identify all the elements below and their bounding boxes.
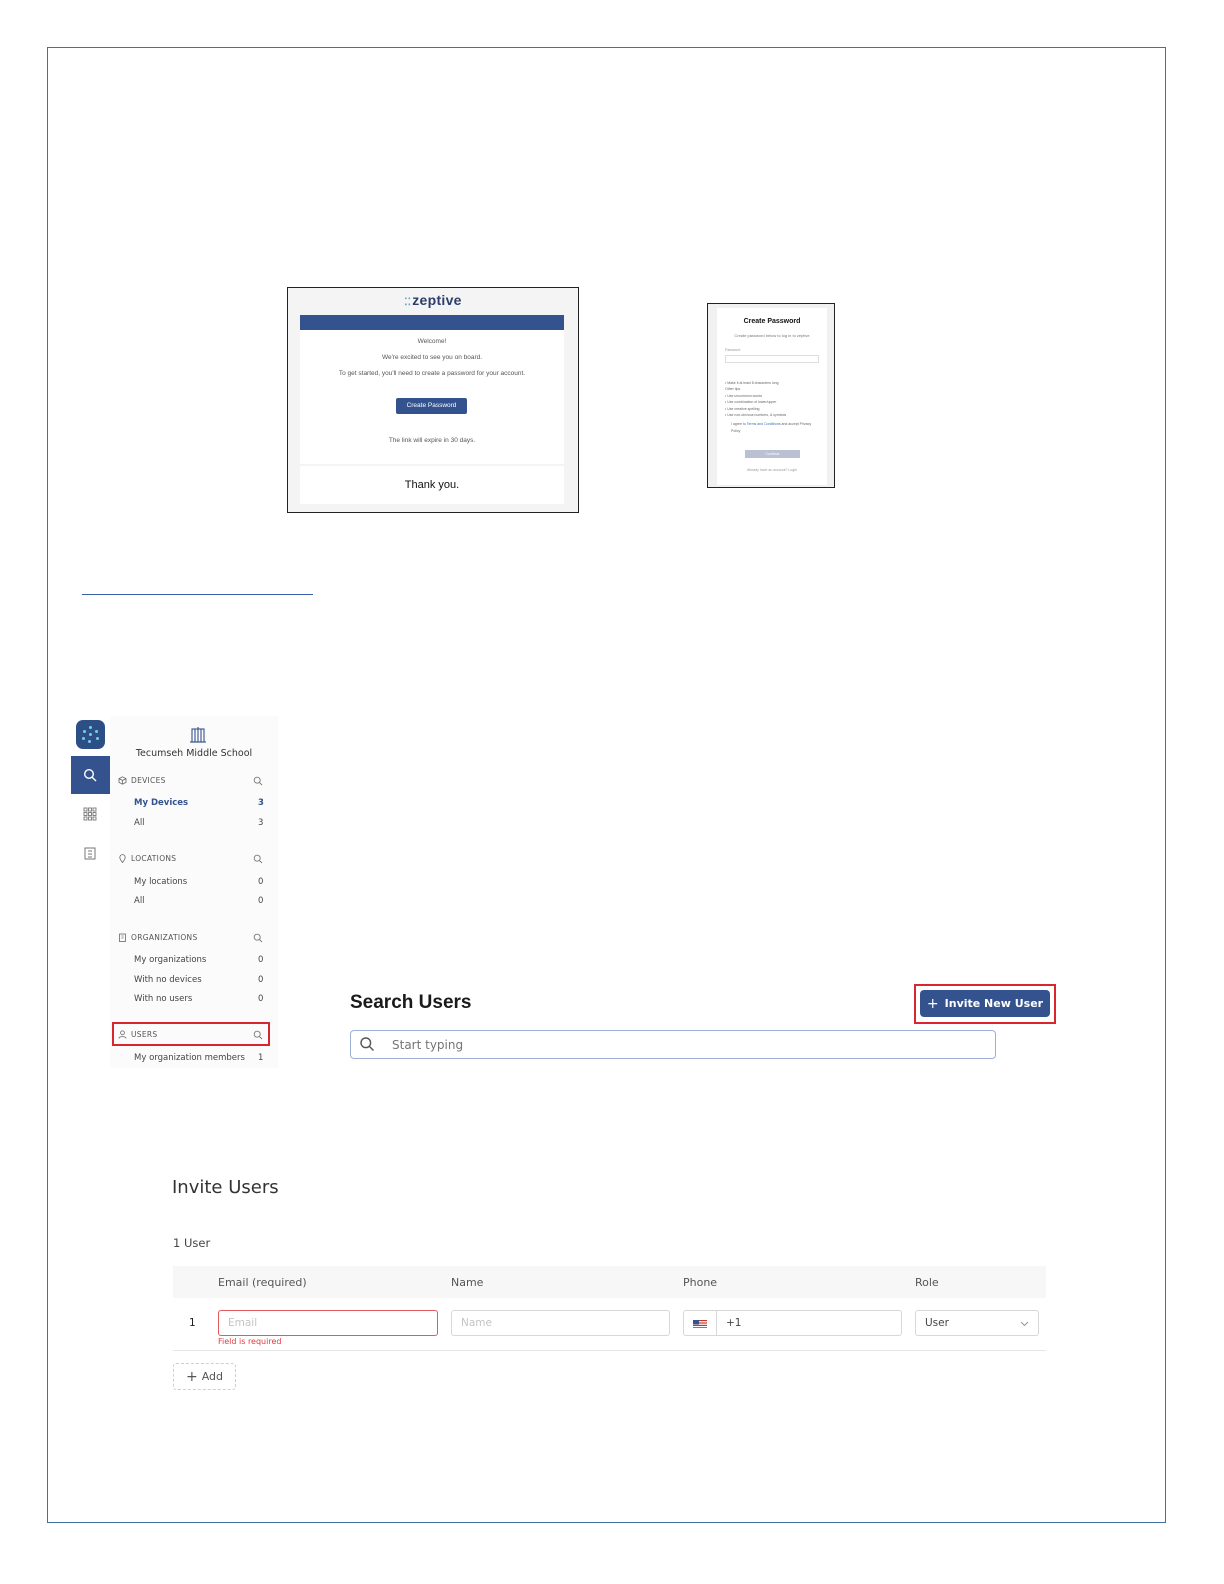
logo-dots-icon: ⁚⁚ — [404, 297, 412, 308]
sidebar-item-my-devices[interactable]: My Devices — [134, 798, 189, 808]
search-users-title: Search Users — [350, 992, 472, 1013]
email-welcome: Welcome! — [417, 338, 447, 345]
invite-users-title: Invite Users — [172, 1177, 279, 1198]
us-flag-icon — [693, 1320, 707, 1328]
icon-rail — [71, 716, 110, 1068]
locations-search-icon[interactable] — [253, 854, 263, 864]
plus-icon: + — [185, 1368, 198, 1385]
role-value: User — [925, 1317, 949, 1329]
email-expire-note: The link will expire in 30 days. — [388, 437, 476, 444]
email-instructions: To get started, you'll need to create a password for your account. — [338, 370, 526, 377]
sidebar-item-no-devices[interactable]: With no devices — [134, 975, 202, 985]
email-error-message: Field is required — [218, 1337, 282, 1346]
location-pin-icon — [118, 854, 127, 863]
cube-icon — [118, 776, 127, 785]
app-logo-icon[interactable] — [76, 720, 105, 749]
grid-icon[interactable] — [83, 807, 97, 821]
password-label: Password — [725, 348, 741, 352]
role-select[interactable] — [915, 1310, 1039, 1336]
zeptive-logo — [288, 292, 578, 308]
item-count: 0 — [258, 955, 264, 965]
chevron-down-icon — [1020, 1319, 1029, 1328]
section-header-organizations — [118, 933, 198, 942]
section-label: ORGANIZATIONS — [131, 933, 198, 942]
sidebar-item-no-users[interactable]: With no users — [134, 994, 193, 1004]
school-building-icon — [189, 725, 207, 743]
item-count: 0 — [258, 896, 264, 906]
agree-text: I agree to — [731, 422, 747, 427]
tip-line: • Use combination of lower/upper — [725, 400, 777, 405]
item-count: 3 — [258, 798, 264, 808]
welcome-email-screenshot — [287, 287, 579, 513]
sidebar-item-all-devices[interactable]: All — [134, 818, 145, 828]
item-count: 0 — [258, 994, 264, 1004]
create-password-screenshot — [707, 303, 835, 488]
section-header-devices — [118, 776, 166, 785]
tip-line: • Use non-obvious numbers, & symbols — [725, 413, 787, 418]
invite-new-user-button[interactable] — [920, 990, 1050, 1017]
logo-text: zeptive — [412, 292, 462, 308]
section-label: DEVICES — [131, 776, 166, 785]
user-search-input[interactable] — [350, 1030, 996, 1059]
sidebar-item-my-organizations[interactable]: My organizations — [134, 955, 207, 965]
email-header-band — [300, 315, 564, 330]
password-input[interactable] — [725, 355, 819, 363]
column-header-phone: Phone — [683, 1276, 718, 1289]
organization-icon — [118, 933, 127, 942]
search-icon — [83, 768, 97, 782]
item-count: 0 — [258, 877, 264, 887]
sidebar-item-all-locations[interactable]: All — [134, 896, 145, 906]
section-label: USERS — [131, 1030, 158, 1039]
login-link[interactable]: Already have an account? Login — [746, 468, 797, 472]
users-highlight-box — [112, 1022, 270, 1046]
row-number: 1 — [189, 1317, 196, 1329]
navigation-panel — [110, 716, 278, 1068]
devices-search-icon[interactable] — [253, 776, 263, 786]
create-password-button[interactable]: Create Password — [396, 398, 467, 414]
item-count: 1 — [258, 1053, 264, 1063]
add-button-label: Add — [201, 1370, 224, 1383]
organizations-search-icon[interactable] — [253, 933, 263, 943]
column-header-name: Name — [451, 1276, 484, 1289]
password-tips — [725, 380, 821, 434]
create-password-subtitle: Create password below to log in to zeptive — [734, 333, 810, 338]
tip-line: • Use uncommon words — [725, 393, 763, 398]
sidebar-item-org-members[interactable]: My organization members — [134, 1053, 245, 1063]
item-count: 0 — [258, 975, 264, 985]
country-code-selector[interactable] — [683, 1310, 717, 1336]
continue-button[interactable]: Continue — [745, 450, 800, 458]
terms-link[interactable]: Terms and Conditions — [746, 422, 781, 427]
agree-text-2: and accept Privacy Policy — [731, 422, 812, 433]
hyperlink-underline[interactable] — [82, 594, 313, 595]
tip-line: • Make it at least 8 characters long — [725, 381, 779, 385]
search-icon — [359, 1036, 375, 1052]
name-field[interactable] — [451, 1310, 670, 1336]
email-excited: We're excited to see you on board. — [381, 354, 483, 361]
plus-icon: + — [926, 995, 939, 1012]
section-label: LOCATIONS — [131, 854, 177, 863]
invite-button-label: Invite New User — [944, 997, 1044, 1010]
email-thanks: Thank you. — [300, 466, 564, 504]
column-header-email: Email (required) — [218, 1276, 307, 1289]
tip-line: Other tips — [725, 387, 741, 392]
row-divider — [173, 1350, 1046, 1351]
terms-agreement[interactable] — [725, 421, 821, 434]
item-count: 3 — [258, 818, 264, 828]
email-body — [300, 330, 564, 464]
create-password-title: Create Password — [743, 318, 801, 325]
column-header-role: Role — [915, 1276, 939, 1289]
user-count: 1 User — [173, 1236, 211, 1250]
rail-search-button[interactable] — [71, 756, 110, 794]
building-icon[interactable] — [83, 846, 97, 860]
email-field[interactable] — [218, 1310, 438, 1336]
phone-field[interactable] — [716, 1310, 902, 1336]
add-user-button[interactable] — [173, 1363, 236, 1390]
section-header-locations — [118, 854, 176, 863]
create-password-card — [717, 308, 827, 485]
organization-name: Tecumseh Middle School — [135, 748, 253, 759]
sidebar-item-my-locations[interactable]: My locations — [134, 877, 188, 887]
tip-line: • Use creative spelling — [725, 406, 760, 411]
